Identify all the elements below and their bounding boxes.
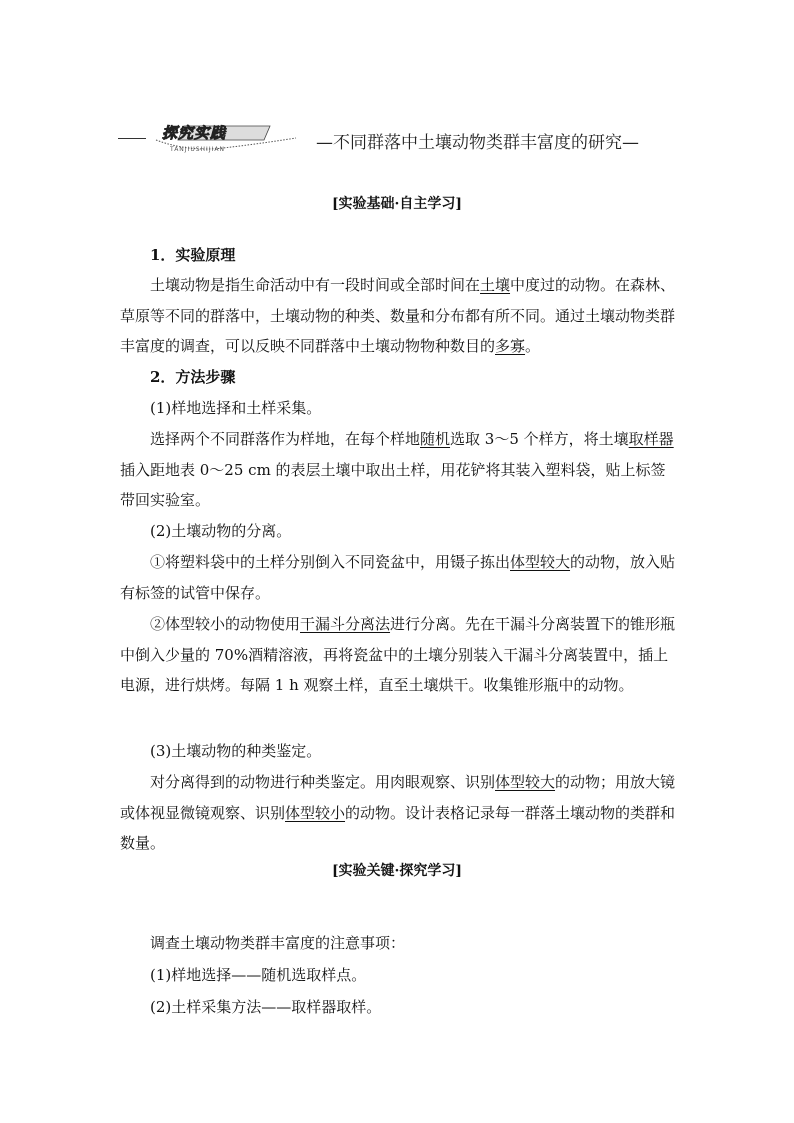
badge-subtitle: TANJIUSHIJIAN bbox=[170, 146, 225, 153]
paragraph-step2a: ①将塑料袋中的土样分别倒入不同瓷盆中，用镊子拣出体型较大的动物，放入贴有标签的试管中保存。 bbox=[120, 553, 676, 602]
paragraph-step3: 对分离得到的动物进行种类鉴定。用肉眼观察、识别体型较大的动物；用放大镜或体视显微镜观察、识别体型较小的动物。设计表格记录每一群落土壤动物的类群和数量。 bbox=[120, 773, 676, 852]
step3-title: (3)土壤动物的种类鉴定。 bbox=[150, 742, 322, 760]
step2-title: (2)土壤动物的分离。 bbox=[150, 522, 292, 540]
paragraph-notes-intro: 调查土壤动物类群丰富度的注意事项： bbox=[150, 934, 406, 952]
heading-principle: 1．实验原理 bbox=[150, 246, 236, 264]
note-item-2: (2)土样采集方法——取样器取样。 bbox=[150, 998, 382, 1016]
paragraph-step2b: ②体型较小的动物使用干漏斗分离法进行分离。先在干漏斗分离装置下的锥形瓶中倒入少量的 70%酒精溶液，再将瓷盆中的土壤分别装入干漏斗分离装置中，插上电源，进行烘烤。每隔 1 h 观察土样，直至土壤烘干。收集锥形瓶中的动物。 bbox=[120, 615, 676, 694]
page-header bbox=[118, 118, 678, 168]
section-heading-basics: [实验基础·自主学习] bbox=[331, 196, 463, 212]
page-title: —不同群落中土壤动物类群丰富度的研究— bbox=[316, 133, 639, 153]
header-rule-left bbox=[118, 138, 146, 139]
heading-method: 2．方法步骤 bbox=[150, 368, 236, 386]
note-item-1: (1)样地选择——随机选取样点。 bbox=[150, 966, 367, 984]
section-heading-key: [实验关键·探究学习] bbox=[331, 863, 463, 879]
paragraph-step1: 选择两个不同群落作为样地，在每个样地随机选取 3～5 个样方，将土壤取样器插入距地表 0～25 cm 的表层土壤中取出土样，用花铲将其装入塑料袋，贴上标签带回实验室。 bbox=[120, 430, 674, 509]
paragraph-principle: 土壤动物是指生命活动中有一段时间或全部时间在土壤中度过的动物。在森林、草原等不同的群落中，土壤动物的种类、数量和分布都有所不同。通过土壤动物类群丰富度的调查，可以反映不同群落中土壤动物物种数目的多寡。 bbox=[120, 276, 676, 355]
step1-title: (1)样地选择和土样采集。 bbox=[150, 399, 322, 417]
badge-title: 探究实践 bbox=[162, 124, 227, 142]
